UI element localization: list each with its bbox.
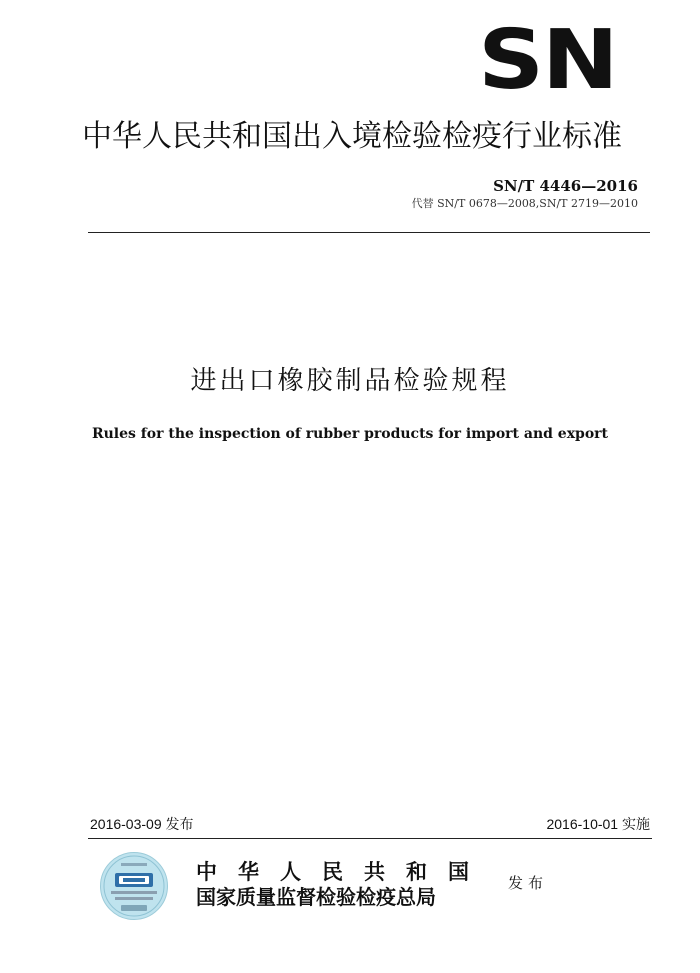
issuer-agency: 国家质量监督检验检疫总局 (196, 885, 436, 909)
standard-number: SN/T 4446—2016 (493, 177, 638, 195)
document-title-chinese: 进出口橡胶制品检验规程 (190, 366, 510, 396)
issue-date: 2016-03-09 发布 (90, 816, 194, 832)
replaces-standards: 代替 SN/T 0678—2008,SN/T 2719—2010 (411, 197, 638, 210)
bottom-divider (88, 838, 652, 839)
sn-logo: SN (478, 13, 617, 108)
anti-counterfeit-seal-icon (100, 852, 168, 920)
industry-standard-title: 中华人民共和国出入境检验检疫行业标准 (82, 119, 622, 154)
issue-label: 发布 (508, 874, 549, 892)
issuer-country: 中华人民共和国 (196, 859, 490, 884)
top-divider (88, 232, 650, 233)
standard-number-block (412, 176, 638, 212)
effective-date: 2016-10-01 实施 (546, 816, 650, 832)
document-title-english: Rules for the inspection of rubber products for import and export (91, 426, 609, 442)
